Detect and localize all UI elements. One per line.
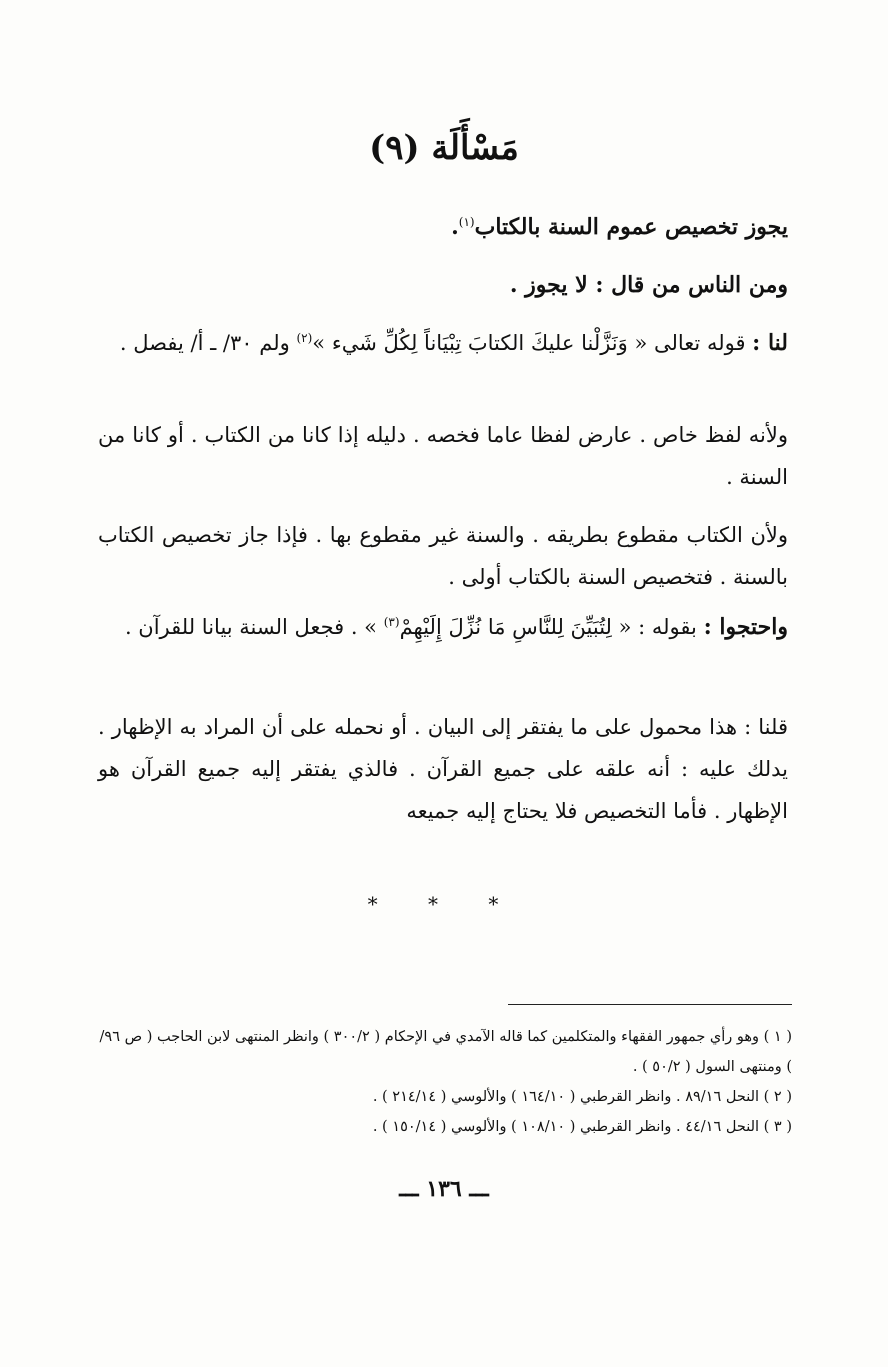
footnote-ref-3: (٣): [383, 615, 400, 629]
opposing-view: ومن الناس من قال : لا يجوز .: [509, 272, 788, 298]
page-heading: مَسْأَلَة (٩): [369, 128, 519, 168]
argument-1-paragraph: [98, 322, 788, 364]
response-paragraph: قلنا : هذا محمول على ما يفتقر إلى البيان . أو نحمله على أن المراد به الإظهار . يدلك عليه : أنه علقه على جميع القرآن . فالذي يفتقر إليه جميع القرآن هو الإظهار . فأما التخصيص فلا يحتاج إليه جميعه: [98, 715, 788, 823]
footnote-ref-2: (٢): [296, 331, 313, 345]
rule-statement: يجوز تخصيص عموم السنة بالكتاب: [474, 214, 788, 240]
argument-2-paragraph: ولأنه لفظ خاص . عارض لفظا عاما فخصه . دليله إذا كانا من الكتاب . أو كانا من السنة .: [98, 423, 788, 489]
argument-4-rest: » . فجعل السنة بيانا للقرآن .: [124, 615, 378, 639]
footnote-divider: [508, 1004, 792, 1005]
footnote-1: ( ١ ) وهو رأي جمهور الفقهاء والمتكلمين كما قاله الآمدي في الإحكام ( ٣٠٠/٢ ) وانظر المنتهى لابن الحاجب ( ص ٩٦/ ) ومنتهى السول ( ٥٠/٢ ) .: [99, 1029, 792, 1075]
argument-4-quote: بقوله : « لِتُبَيِّنَ لِلنَّاسِ مَا نُزِّلَ إِلَيْهِمْ: [399, 615, 697, 639]
argument-1-quote: قوله تعالى « وَنَزَّلْنا عليكَ الكتابَ تِبْيَاناً لِكُلِّ شَيء »: [312, 331, 746, 355]
argument-4-lead: واحتجوا :: [703, 614, 788, 640]
footnote-ref-1: (١): [458, 215, 475, 229]
argument-1-note: ولم ٣٠/ ـ أ/ يفصل .: [119, 331, 290, 355]
opposing-view-paragraph: [98, 264, 788, 306]
page-number: ـــ ١٣٦ ـــ: [399, 1176, 489, 1202]
section-separator-stars: * * *: [367, 892, 521, 916]
argument-3-paragraph: ولأن الكتاب مقطوع بطريقه . والسنة غير مقطوع بها . فإذا جاز تخصيص الكتاب بالسنة . فتخصيص السنة بالكتاب أولى .: [98, 523, 788, 589]
rule-statement-paragraph: [98, 206, 788, 248]
footnote-2: ( ٢ ) النحل ٨٩/١٦ . وانظر القرطبي ( ١٦٤/١٠ ) والألوسي ( ٢١٤/١٤ ) .: [372, 1089, 792, 1105]
rule-statement-end: .: [451, 214, 459, 240]
argument-4-paragraph: [98, 606, 788, 648]
footnotes: [92, 1022, 792, 1142]
footnote-3: ( ٣ ) النحل ٤٤/١٦ . وانظر القرطبي ( ١٠٨/١٠ ) والألوسي ( ١٥٠/١٤ ) .: [372, 1119, 792, 1135]
argument-1-lead: لنا :: [752, 330, 788, 356]
